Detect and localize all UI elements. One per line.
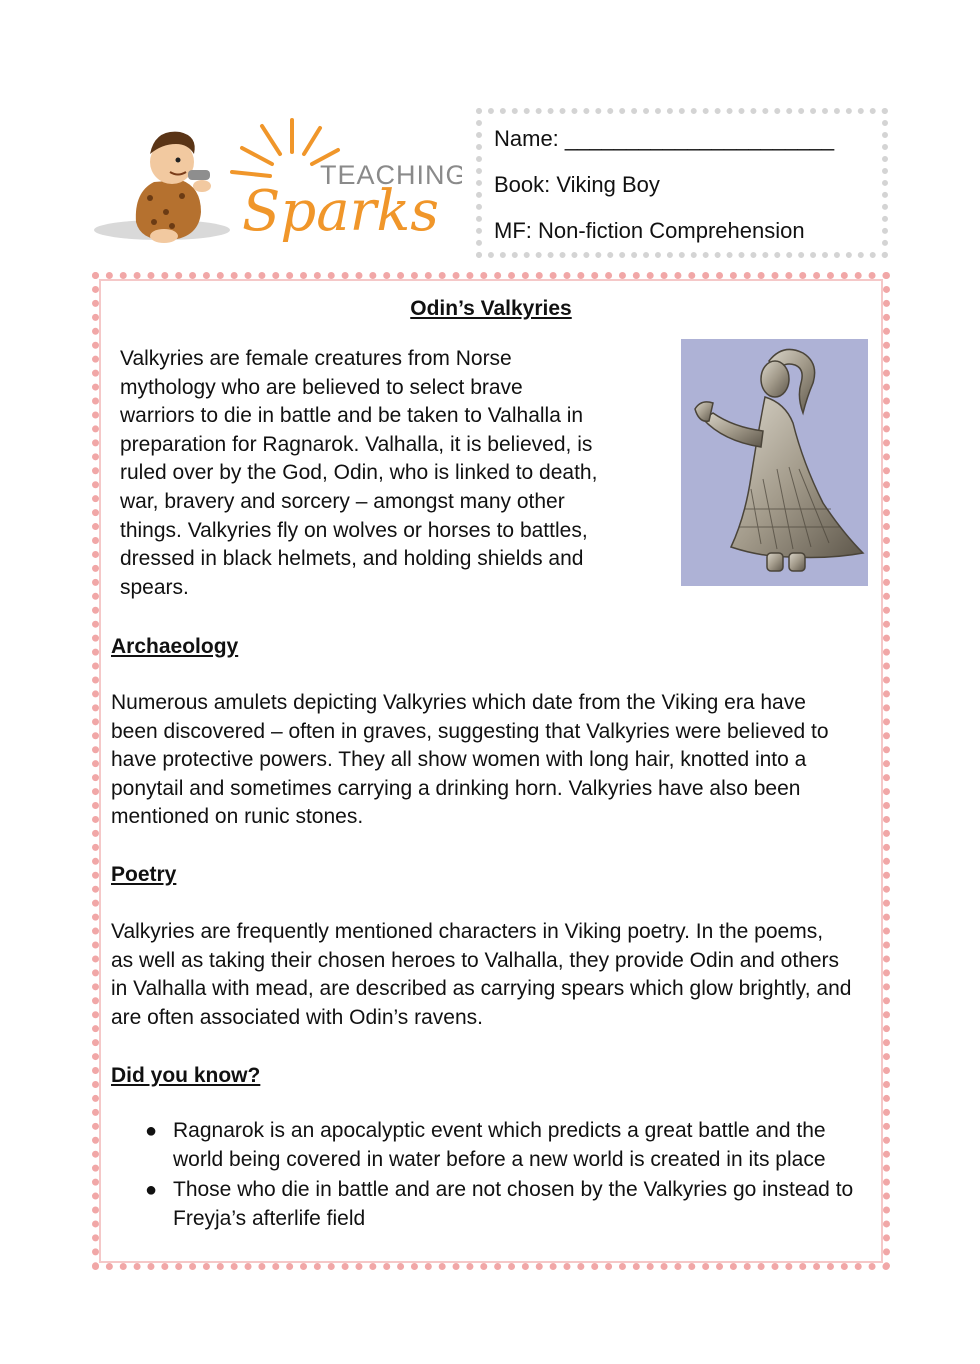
mf-label: MF: Non-fiction Comprehension [494,218,805,243]
logo-graphic [92,112,462,262]
student-info-box [476,108,888,258]
did-you-know-list [145,1117,875,1235]
book-label: Book: Viking Boy [494,172,660,197]
poetry-heading: Poetry [111,863,177,886]
did-you-know-heading: Did you know? [111,1064,261,1087]
valkyrie-amulet-image [681,339,868,586]
list-item: ● Those who die in battle and are not chosen by the Valkyries go instead to Freyja’s afterlife field [145,1178,854,1230]
teaching-sparks-logo [92,112,462,262]
article-box [92,272,890,1270]
bullet-icon: ● [145,1179,158,1202]
list-item: ● Ragnarok is an apocalyptic event which predicts a great battle and the world being covered in water before a new world is created in its place [145,1119,826,1171]
bullet-icon: ● [145,1120,158,1142]
poetry-paragraph: Valkyries are frequently mentioned characters in Viking poetry. In the poems, as well as taking their chosen heroes to Valhalla, they provide Odin and others in Valhalla with mead, are described as carrying spears which glow brightly, and are often associated with Odin’s ravens. [111,920,852,1029]
intro-paragraph: Valkyries are female creatures from Norse mythology who are believed to select brave warriors to die in battle and be taken to Valhalla in preparation for Ragnarok. Valhalla, it is believed, is ruled over by the God, Odin, who is linked to death, war, bravery and sorcery – amongst many other things. Valkyries fly on wolves or horses to battles, dressed in black helmets, and holding shields and spears. [120,347,598,599]
archaeology-paragraph: Numerous amulets depicting Valkyries which date from the Viking era have been discovered – often in graves, suggesting that Valkyries were believed to have protective powers. They all show women with long hair, knotted into a ponytail and sometimes carrying a drinking horn. Valkyries have also been mentioned on runic stones. [111,691,829,829]
archaeology-heading: Archaeology [111,635,239,658]
article-title: Odin’s Valkyries [410,297,572,320]
svg-text:Sparks: Sparks [242,179,440,244]
valkyrie-amulet-icon [681,339,868,586]
name-field[interactable]: Name: ______________________ [494,126,835,151]
svg-text:TEACHING: TEACHING [320,160,462,190]
